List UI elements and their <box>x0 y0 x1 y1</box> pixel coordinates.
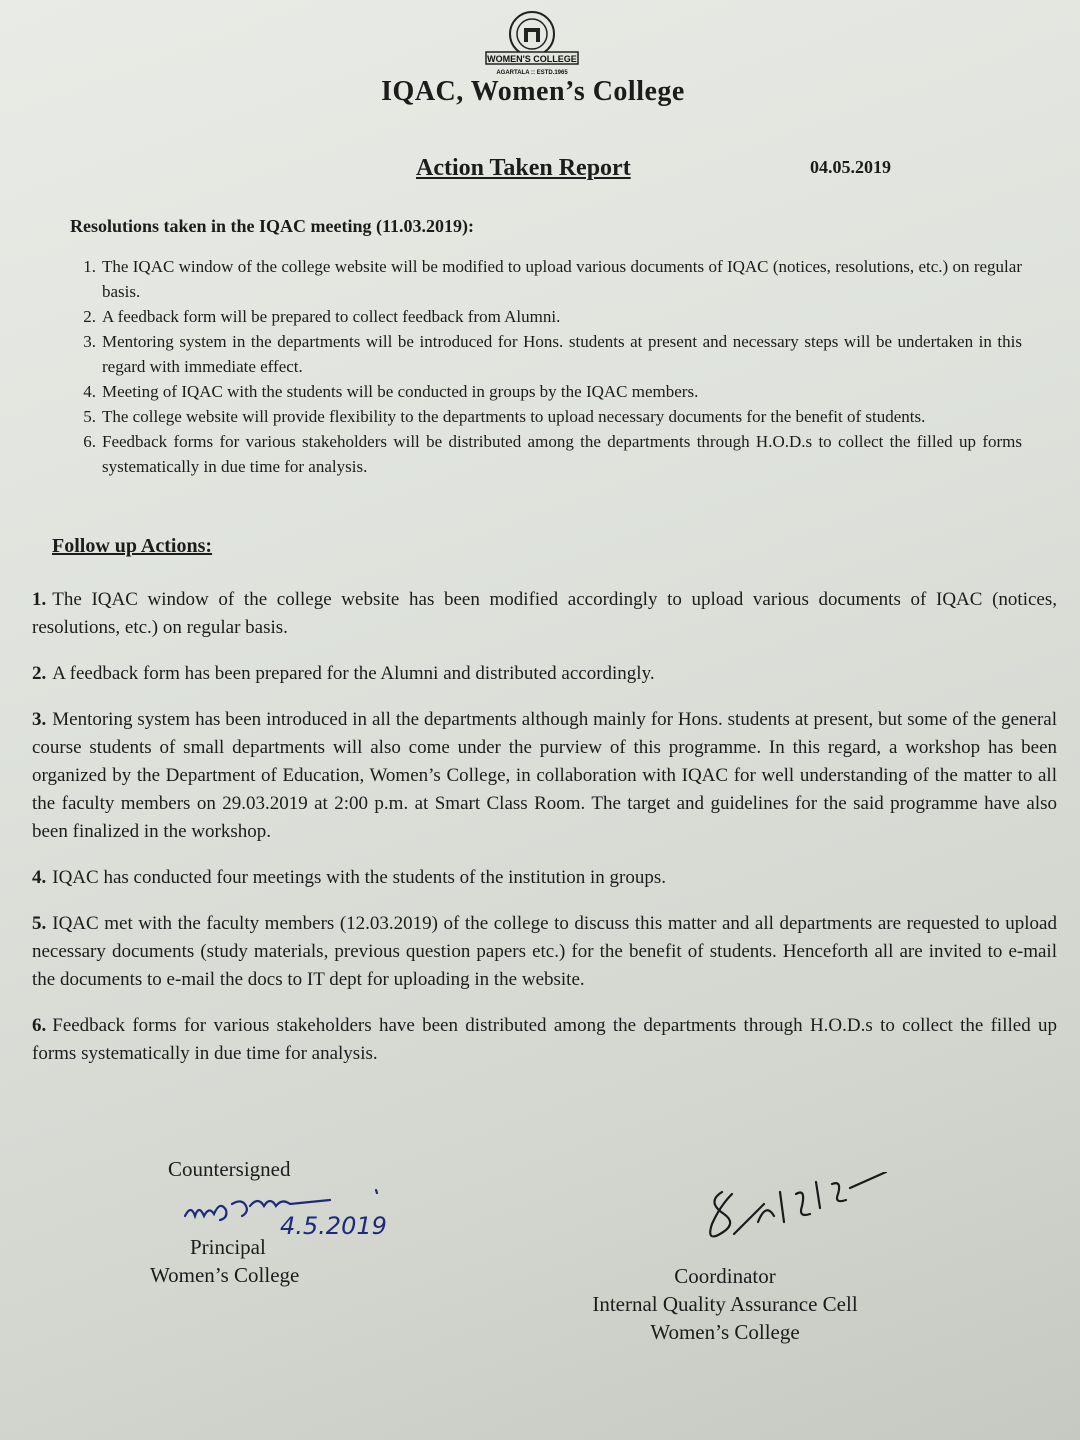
follow-up-text: The IQAC window of the college website has been modified accordingly to upload various documents of IQAC (notices, resolutions, etc.) on regular basis. <box>32 589 1057 638</box>
coordinator-handwritten-signature <box>700 1172 890 1252</box>
principal-label: Principal <box>190 1235 266 1259</box>
follow-up-heading: Follow up Actions: <box>52 535 213 557</box>
coordinator-label: Coordinator <box>674 1264 776 1288</box>
follow-up-number: 2. <box>32 663 47 684</box>
resolutions-heading: Resolutions taken in the IQAC meeting (11.03.2019): <box>70 216 474 236</box>
principal-handwritten-date: 4.5.2019 <box>280 1212 387 1240</box>
resolution-number: 3. <box>83 332 96 351</box>
resolution-text: The college website will provide flexibility to the departments to upload necessary documents for the benefit of students. <box>102 407 926 426</box>
college-logo <box>482 8 582 78</box>
resolution-text: Feedback forms for various stakeholders will be distributed among the departments through H.O.D.s to collect the filled up forms systematically in due time for analysis. <box>102 432 1022 476</box>
logo-name: WOMEN'S COLLEGE <box>487 54 577 64</box>
follow-up-item <box>32 910 1057 994</box>
countersigned-label: Countersigned <box>168 1157 291 1181</box>
follow-up-item <box>32 660 1057 688</box>
resolution-number: 2. <box>83 307 96 326</box>
document-title: IQAC, Women’s College <box>381 76 685 107</box>
logo-place-estd: AGARTALA :: ESTD.1965 <box>496 70 568 76</box>
resolution-item <box>72 254 1022 304</box>
follow-up-text: A feedback form has been prepared for the Alumni and distributed accordingly. <box>52 663 655 684</box>
resolution-number: 5. <box>83 407 96 426</box>
follow-up-text: Feedback forms for various stakeholders have been distributed among the departments through H.O.D.s to collect the filled up forms systematically in due time for analysis. <box>32 1015 1057 1064</box>
resolution-text: Mentoring system in the departments will be introduced for Hons. students at present and necessary steps will be undertaken in this regard with immediate effect. <box>102 332 1022 376</box>
follow-up-text: IQAC has conducted four meetings with the students of the institution in groups. <box>52 867 666 888</box>
follow-up-number: 5. <box>32 913 47 934</box>
resolutions-list <box>72 254 1022 479</box>
follow-up-number: 4. <box>32 867 47 888</box>
follow-up-text: IQAC met with the faculty members (12.03.2019) of the college to discuss this matter and all departments are requested to upload necessary documents (study materials, previous question papers etc.) for the benefit of students. Henceforth all are invited to e-mail the documents to e-mail the docs to IT dept for uploading in the website. <box>32 913 1057 990</box>
resolution-item <box>72 304 1022 329</box>
resolution-number: 1. <box>83 257 96 276</box>
resolution-item <box>72 429 1022 479</box>
resolution-text: Meeting of IQAC with the students will be conducted in groups by the IQAC members. <box>102 382 699 401</box>
follow-up-list <box>32 586 1057 1086</box>
resolution-item <box>72 404 1022 429</box>
follow-up-item <box>32 1012 1057 1068</box>
resolution-text: A feedback form will be prepared to collect feedback from Alumni. <box>102 307 561 326</box>
resolution-number: 4. <box>83 382 96 401</box>
coordinator-signature-block <box>540 1262 910 1346</box>
coordinator-cell-label: Internal Quality Assurance Cell <box>592 1292 858 1316</box>
resolution-item <box>72 379 1022 404</box>
follow-up-item <box>32 706 1057 846</box>
follow-up-number: 1. <box>32 589 47 610</box>
resolution-text: The IQAC window of the college website will be modified to upload various documents of IQAC (notices, resolutions, etc.) on regular basis. <box>102 257 1022 301</box>
principal-handwritten-signature <box>180 1186 410 1242</box>
resolution-number: 6. <box>83 432 96 451</box>
follow-up-number: 6. <box>32 1015 47 1036</box>
follow-up-text: Mentoring system has been introduced in all the departments although mainly for Hons. students at present, but some of the general course students of small departments will also come under the purview of this programme. In this regard, a workshop has been organized by the Department of Education, Women’s College, in collaboration with IQAC for well understanding of the matter to all the faculty members on 29.03.2019 at 2:00 p.m. at Smart Class Room. The target and guidelines for the said programme have also been finalized in the workshop. <box>32 709 1057 842</box>
follow-up-item <box>32 864 1057 892</box>
resolution-item <box>72 329 1022 379</box>
report-date: 04.05.2019 <box>810 157 891 177</box>
coordinator-college-label: Women’s College <box>650 1320 800 1344</box>
report-title: Action Taken Report <box>416 155 631 181</box>
follow-up-item <box>32 586 1057 642</box>
principal-college-label: Women’s College <box>150 1263 300 1287</box>
follow-up-number: 3. <box>32 709 47 730</box>
